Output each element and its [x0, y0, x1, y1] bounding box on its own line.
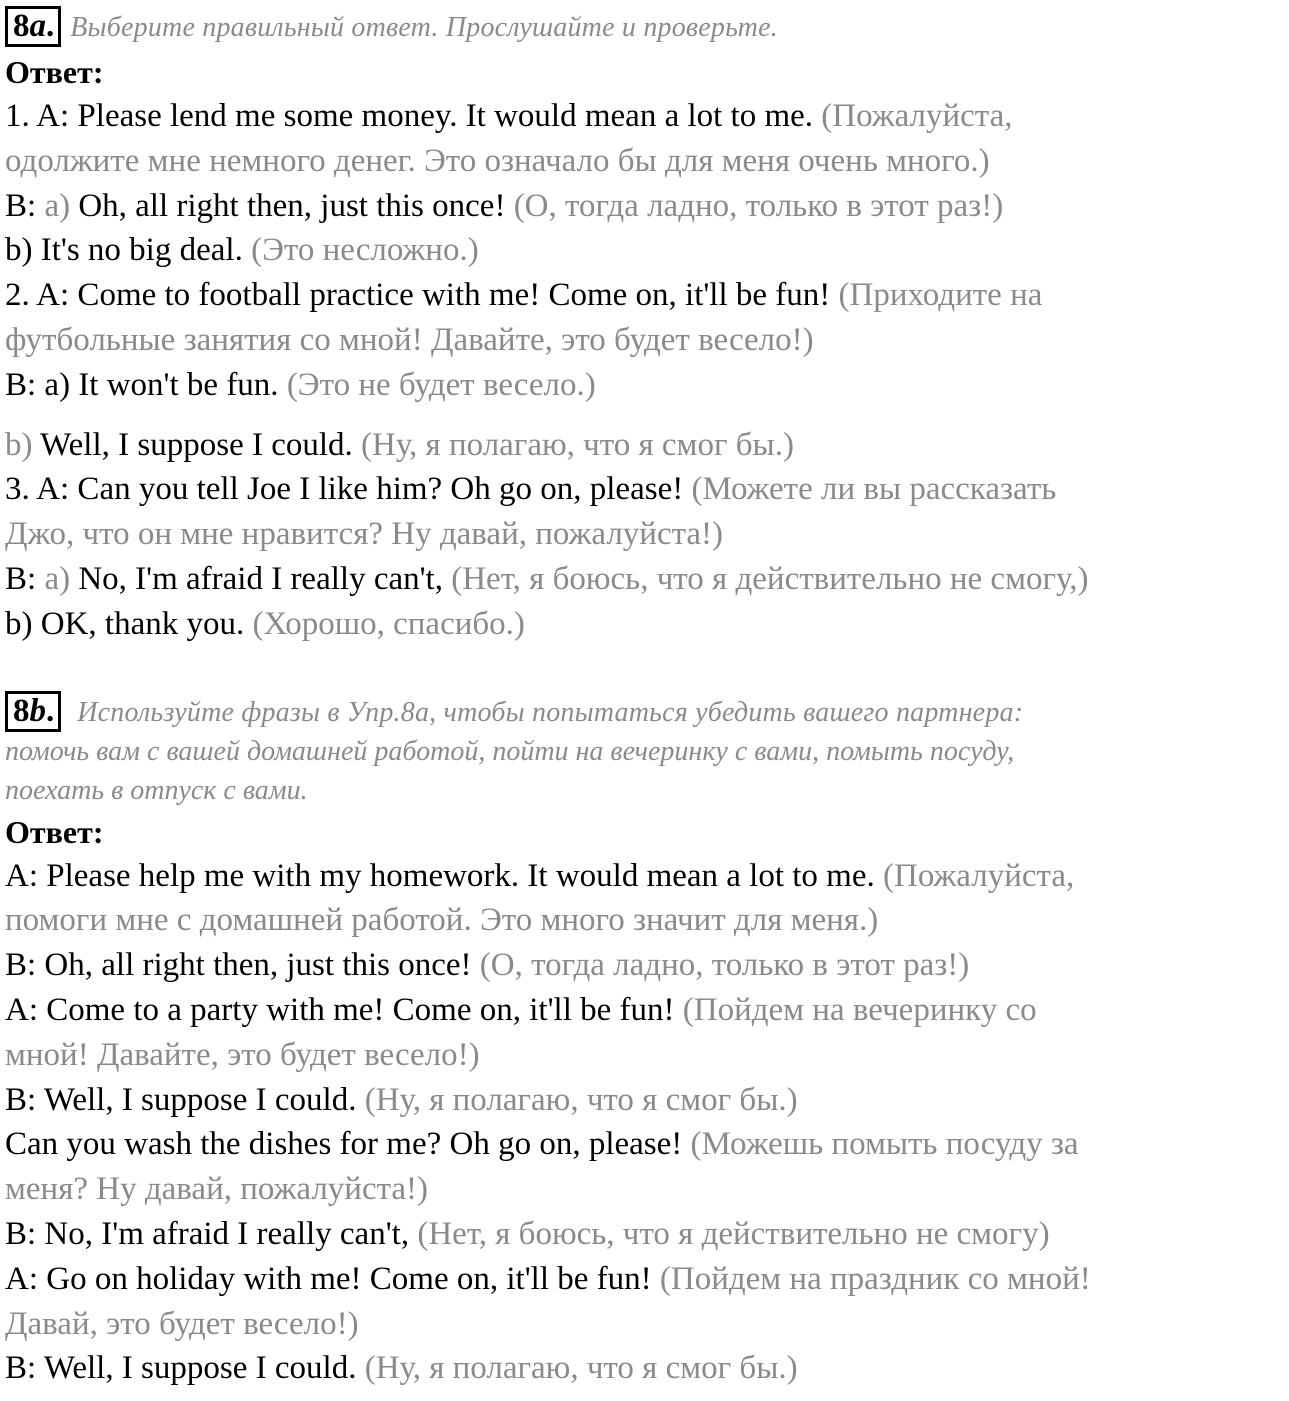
answer-line: Джо, что он мне нравится? Ну давай, пожалуйста!)	[5, 516, 724, 553]
task-8b-answer-label: Ответ:	[5, 813, 104, 850]
answer-line: 2. A: Come to football practice with me! Come on, it'll be fun! (Приходите на	[5, 277, 1043, 314]
answer-line: B: Oh, all right then, just this once! (О, тогда ладно, только в этот раз!)	[5, 947, 970, 984]
answer-line: b) OK, thank you. (Хорошо, спасибо.)	[5, 605, 525, 642]
answer-line: меня? Ну давай, пожалуйста!)	[5, 1171, 429, 1208]
answer-line: A: Come to a party with me! Come on, it'll be fun! (Пойдем на вечеринку со	[5, 991, 1037, 1028]
answer-line: A: Go on holiday with me! Come on, it'll be fun! (Пойдем на праздник со мной!	[5, 1260, 1091, 1297]
task-8b-answers	[5, 854, 1289, 1392]
answer-line: Давай, это будет весело!)	[5, 1305, 359, 1342]
answer-line: B: a) Oh, all right then, just this once! (О, тогда ладно, только в этот раз!)	[5, 187, 1004, 224]
answer-line: B: a) No, I'm afraid I really can't, (Нет, я боюсь, что я действительно не смогу,)	[5, 560, 1089, 597]
answer-line: B: Well, I suppose I could. (Ну, я полагаю, что я смог бы.)	[5, 1350, 798, 1387]
task-8b-instruction-line: помочь вам с вашей домашней работой, пойти на вечеринку с вами, помыть посуду,	[5, 735, 1015, 767]
page	[5, 0, 1289, 1391]
task-8b-instruction-line: поехать в отпуск с вами.	[5, 774, 308, 806]
badge-number: 8	[13, 692, 30, 729]
answer-line: мной! Давайте, это будет весело!)	[5, 1036, 480, 1073]
answer-line: футбольные занятия со мной! Давайте, это будет весело!)	[5, 321, 814, 358]
badge-dot: .	[46, 692, 55, 729]
badge-number: 8	[13, 8, 30, 44]
answer-line: B: Well, I suppose I could. (Ну, я полагаю, что я смог бы.)	[5, 1081, 798, 1118]
answer-line: одолжите мне немного денег. Это означало бы для меня очень много.)	[5, 142, 990, 179]
answer-line: 3. A: Can you tell Joe I like him? Oh go on, please! (Можете ли вы рассказать	[5, 471, 1057, 508]
badge-letter: a	[29, 8, 46, 44]
answer-line: Can you wash the dishes for me? Oh go on, please! (Можешь помыть посуду за	[5, 1126, 1079, 1163]
section-spacer	[5, 647, 1289, 691]
answer-line: b) It's no big deal. (Это несложно.)	[5, 232, 479, 269]
spacer	[5, 408, 1289, 423]
answer-line: B: No, I'm afraid I really can't, (Нет, я боюсь, что я действительно не смогу)	[5, 1215, 1050, 1252]
task-8a-answers	[5, 94, 1289, 647]
answer-line: 1. A: Please lend me some money. It would mean a lot to me. (Пожалуйста,	[5, 98, 1013, 134]
answer-line: b) Well, I suppose I could. (Ну, я полагаю, что я смог бы.)	[5, 426, 794, 463]
badge-dot: .	[46, 8, 55, 44]
task-8a-instruction: Выберите правильный ответ. Прослушайте и проверьте.	[70, 12, 778, 43]
task-8a-header	[5, 6, 1289, 47]
badge-letter: b	[29, 692, 46, 729]
task-8b-header	[5, 691, 1289, 732]
task-8a-answer-label: Ответ:	[5, 54, 104, 90]
task-8b-instruction-line: Используйте фразы в Упр.8а, чтобы попытаться убедить вашего партнера:	[77, 696, 1024, 728]
answer-line: A: Please help me with my homework. It would mean a lot to me. (Пожалуйста,	[5, 857, 1075, 894]
answer-line: B: a) It won't be fun. (Это не будет весело.)	[5, 366, 596, 403]
task-8a-badge	[5, 6, 61, 47]
answer-line: помоги мне с домашней работой. Это много значит для меня.)	[5, 902, 879, 939]
task-8b-badge	[5, 691, 61, 732]
